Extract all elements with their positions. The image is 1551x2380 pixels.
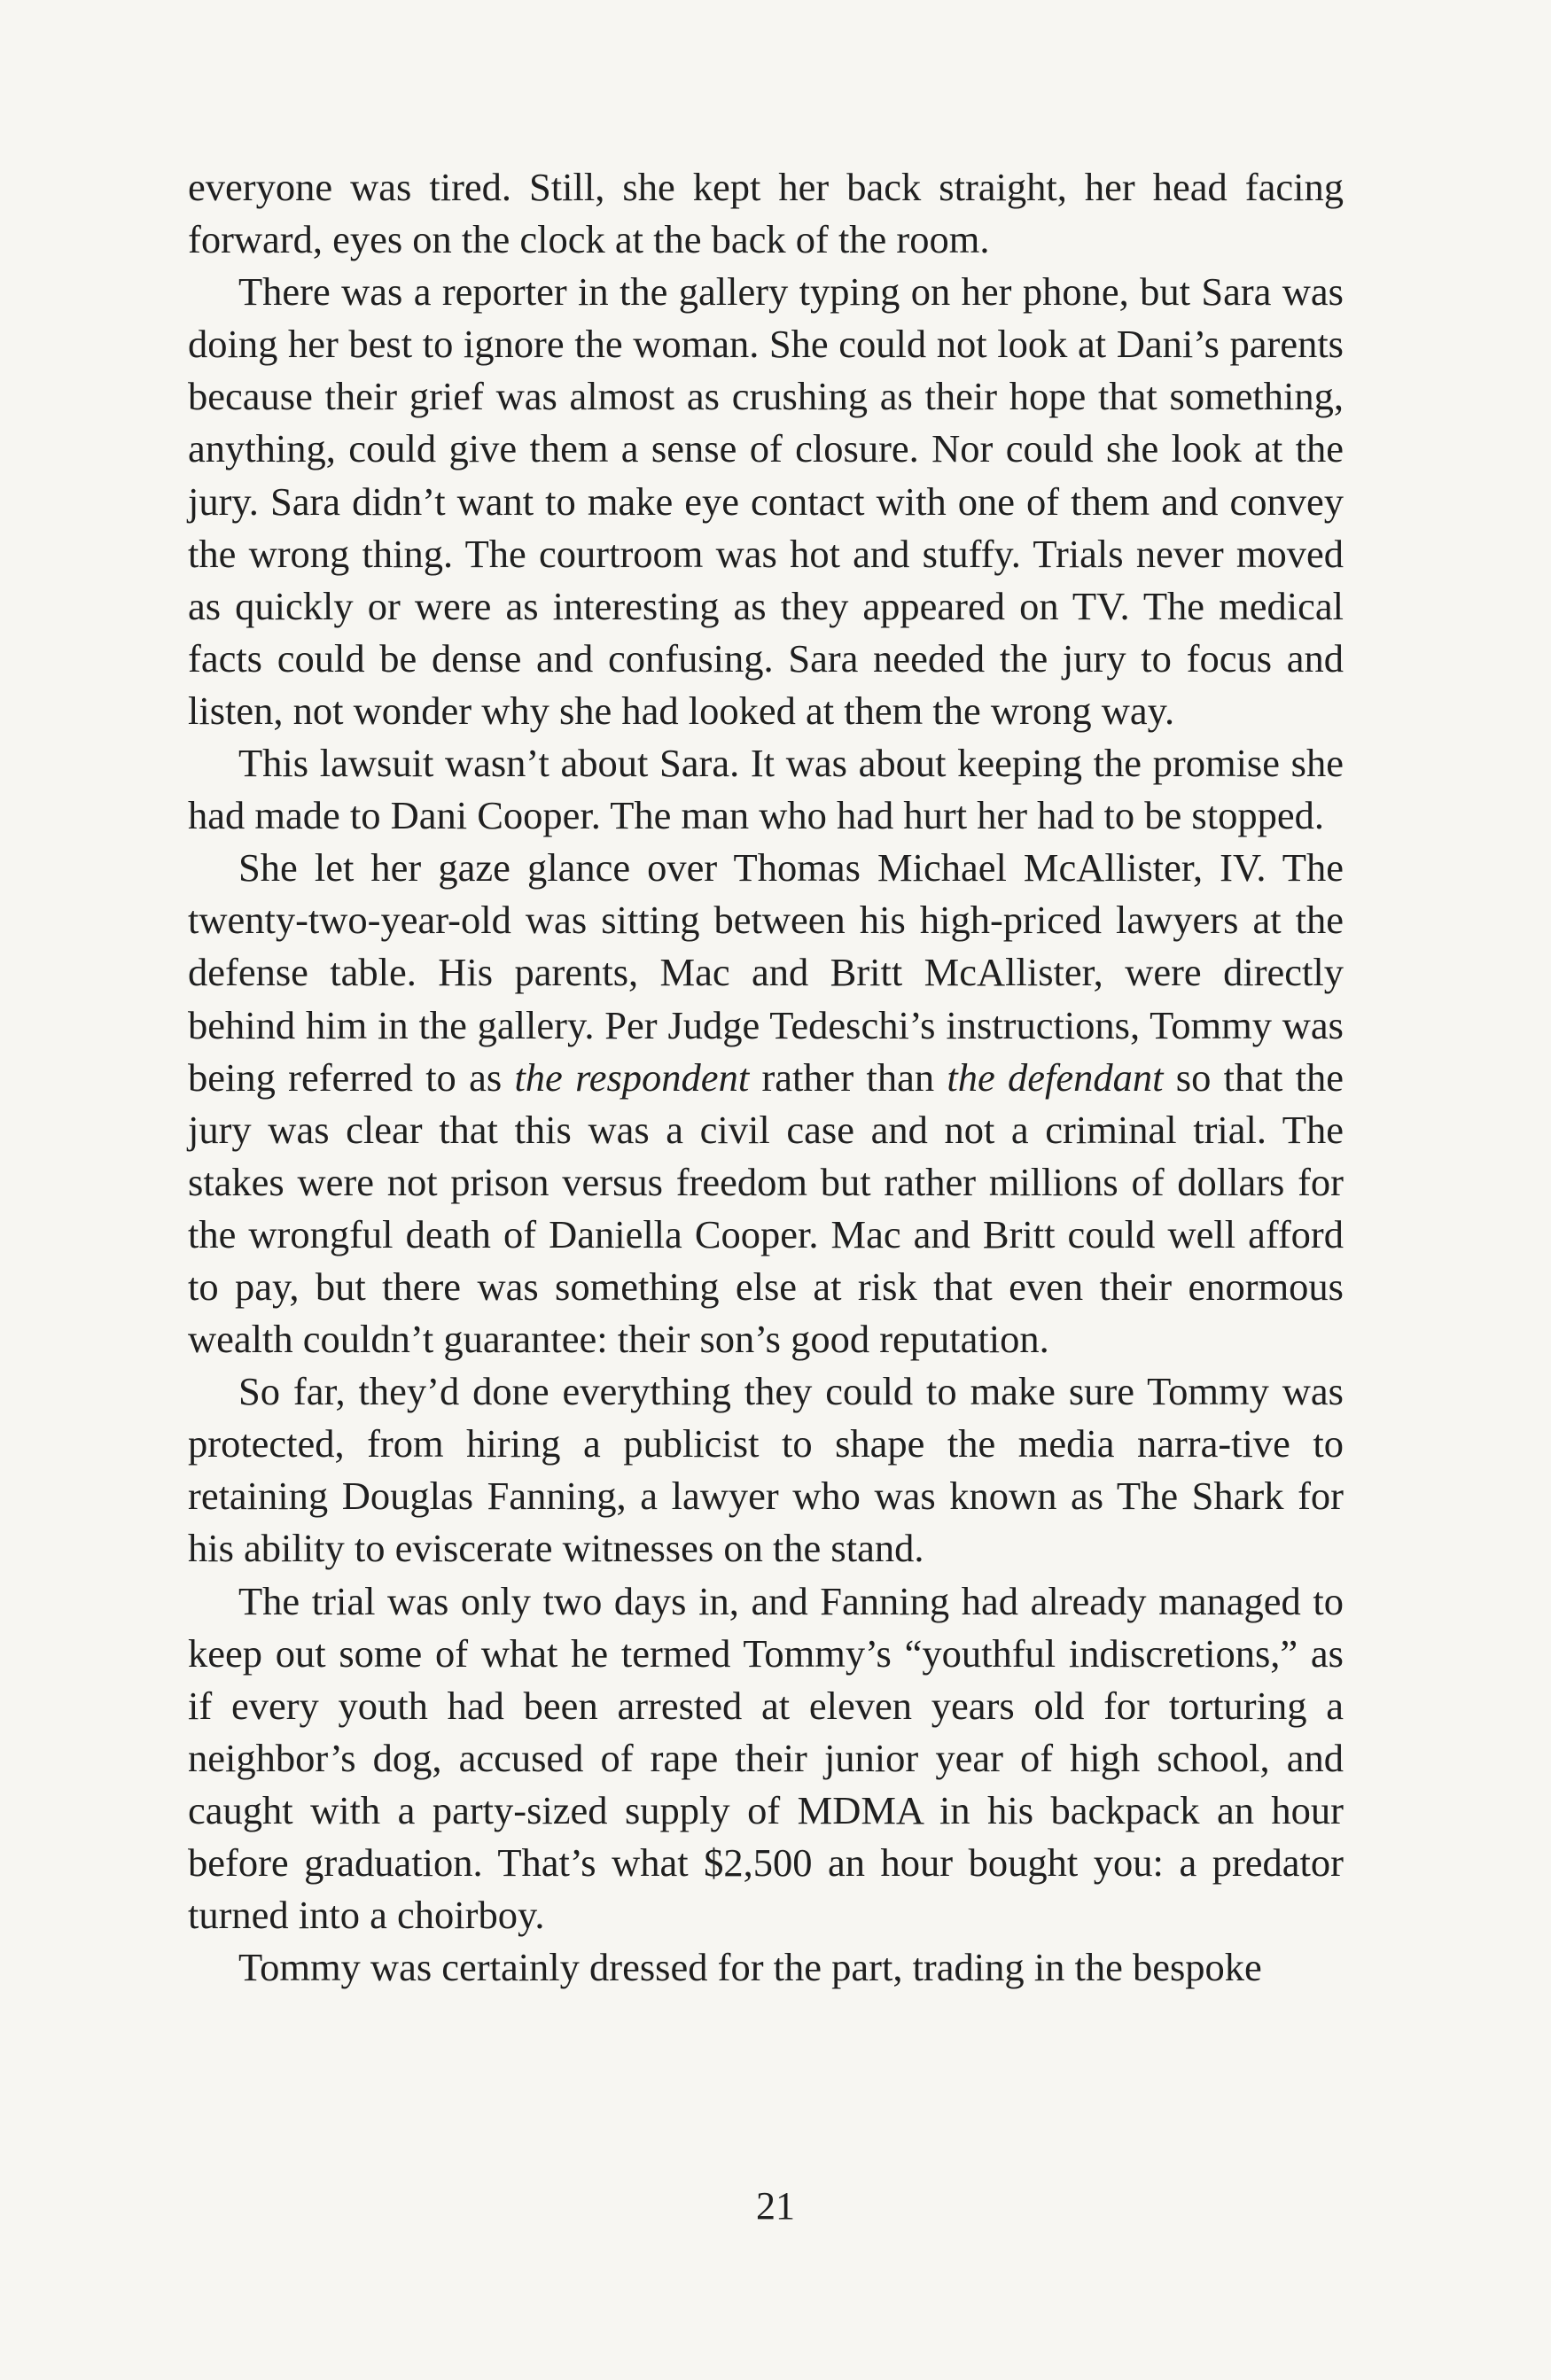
text-run: Tommy was certainly dressed for the part, trading in the bespoke <box>238 1945 1262 1990</box>
text-run: everyone was tired. Still, she kept her back straight, her head facing forward, eyes on the clock at the back of the room. <box>188 165 1344 262</box>
paragraph <box>188 1365 1344 1575</box>
text-run: There was a reporter in the gallery typing on her phone, but Sara was doing her best to ignore the woman. She could not look at Dani’s parents because their grief was almost as crushing as their hope that something, anything, could give them a sense of closure. Nor could she look at the jury. Sara didn’t want to make eye contact with one of them and convey the wrong thing. The courtroom was hot and stuffy. Trials never moved as quickly or were as interesting as they appeared on TV. The medical facts could be dense and confusing. Sara needed the jury to focus and listen, not wonder why she had looked at them the wrong way. <box>188 269 1344 733</box>
text-run: She let her gaze glance over Thomas Michael McAllister, IV. The twenty-two-year-old was sitting between his high-priced lawyers at the defense table. His parents, Mac and Britt McAllister, were directly behind him in the gallery. Per Judge Tedeschi’s instructions, Tommy was being referred to as <box>188 845 1344 1100</box>
italic-phrase: the respondent <box>514 1054 750 1100</box>
paragraph <box>188 1941 1344 1994</box>
text-run: The trial was only two days in, and Fanning had already managed to keep out some of what he termed Tommy’s “youthful indiscretions,” as if every youth had been arrested at eleven years old for torturing a neighbor’s dog, accused of rape their junior year of high school, and caught with a party-sized supply of MDMA in his backpack an hour before graduation. That’s what $2,500 an hour bought you: a predator turned into a choirboy. <box>188 1578 1344 1938</box>
body-text <box>188 161 1344 1994</box>
paragraph <box>188 266 1344 737</box>
text-run: so that the jury was clear that this was a civil case and not a criminal trial. The stakes were not prison versus freedom but rather millions of dollars for the wrongful death of Daniella Cooper. Mac and Britt could well afford to pay, but there was something else at risk that even their enormous wealth couldn’t guarantee: their son’s good reputation. <box>188 1054 1344 1362</box>
paragraph <box>188 161 1344 266</box>
italic-phrase: the defendant <box>947 1054 1164 1100</box>
paragraph <box>188 1575 1344 1942</box>
text-run: So far, they’d done everything they could to make sure Tommy was protected, from hiring a publicist to shape the media narra-tive to retaining Douglas Fanning, a lawyer who was known as The Shark for his ability to eviscerate witnesses on the stand. <box>188 1369 1344 1571</box>
page-number: 21 <box>756 2184 795 2228</box>
paragraph <box>188 737 1344 842</box>
text-run: This lawsuit wasn’t about Sara. It was about keeping the promise she had made to Dani Cooper. The man who had hurt her had to be stopped. <box>188 741 1344 838</box>
paragraph <box>188 842 1344 1365</box>
text-run: rather than <box>749 1054 947 1100</box>
